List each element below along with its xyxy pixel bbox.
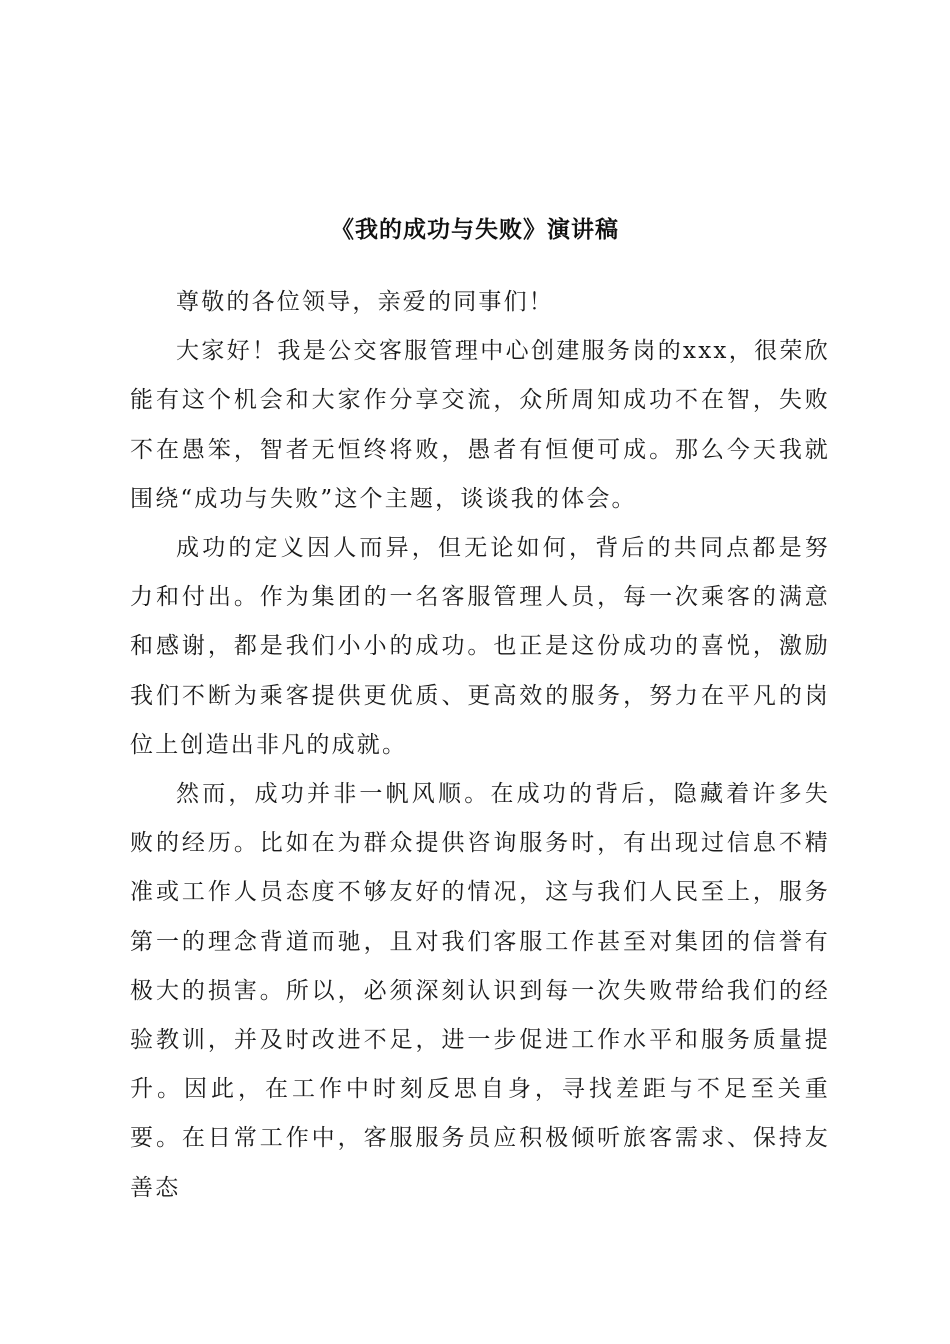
paragraph-failure: 然而，成功并非一帆风顺。在成功的背后，隐藏着许多失败的经历。比如在为群众提供咨询服务时，有出现过信息不精准或工作人员态度不够友好的情况，这与我们人民至上，服务第一的理念背道而驰，且对我们客服工作甚至对集团的信誉有极大的损害。所以，必须深刻认识到每一次失败带给我们的经验教训，并及时改进不足，进一步促进工作水平和服务质量提升。因此，在工作中时刻反思自身，寻找差距与不足至关重要。在日常工作中，客服服务员应积极倾听旅客需求、保持友善态	[130, 781, 830, 1201]
paragraph-success: 成功的定义因人而异，但无论如何，背后的共同点都是努力和付出。作为集团的一名客服管理人员，每一次乘客的满意和感谢，都是我们小小的成功。也正是这份成功的喜悦，激励我们不断为乘客提供更优质、更高效的服务，努力在平凡的岗位上创造出非凡的成就。	[130, 535, 830, 758]
paragraph-introduction: 大家好！我是公交客服管理中心创建服务岗的xxx，很荣欣能有这个机会和大家作分享交流，众所周知成功不在智，失败不在愚笨，智者无恒终将败，愚者有恒便可成。那么今天我就围绕“成功与失败”这个主题，谈谈我的体会。	[130, 338, 830, 512]
document-body	[130, 278, 830, 1213]
document-title: 《我的成功与失败》演讲稿	[331, 216, 619, 243]
paragraph-greeting: 尊敬的各位领导，亲爱的同事们！	[176, 289, 554, 315]
